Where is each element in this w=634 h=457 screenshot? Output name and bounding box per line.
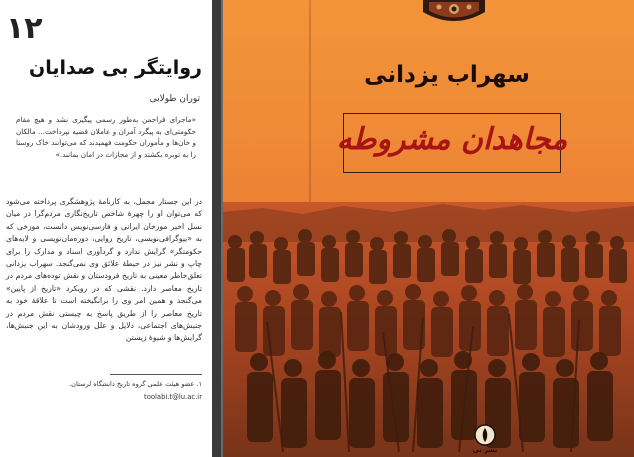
article-author: توران طولابی — [149, 94, 200, 104]
opening-quote: «ماجرای قراجمن به‌طور رسمی پیگیری نشد و هیچ مقام حکومتی‌ای به پیگرد آمران و عاملان قضیه نپرداخت... مالکان و خان‌ها و مأموران حکومت فهمیدند که می‌توانند خاک روستا را به توبره بکشند و از مجازات در امان بمانند.» — [16, 115, 196, 159]
cover-title: مجاهدان مشروطه — [336, 122, 568, 157]
article-body: در این جستار مجمل، به کارنامهٔ پژوهشگری پرداخته می‌شود که می‌توان او را چهرهٔ شاخص تاریخ‌نگاری مردم‌گرا در میان نسل اخیر مورخان ایرانی و فارسی‌نویس دانست، مورخی که به «بیوگرافی‌نویسی، تاریخ روایی، دوره‌مان‌نویسی و لایه‌های حکومتگر» گرایش ندارد و گردآوری اسناد و مدارک را برای چاپ و نشر نیز در حیطهٔ علائق وی نمی‌گنجد. سهراب یزدانی تعلق‌خاطر معینی به تاریخ فرودستان و نقش توده‌های مردم در تاریخ معاصر دارد. نقشی که در رویکرد «تاریخ از پایین» می‌گنجد و همین امر وی را برانگیخته است تا علاقهٔ خود به تاریخ معاصر را از طریق پاسخ به چیستی نقش مردم در جنبش‌های اجتماعی، دلایل و علل ورودشان به این جنبش‌ها، گرایش‌ها و شیوهٔ زیستن — [6, 197, 202, 343]
book-cover — [223, 0, 634, 457]
article-title: روایتگر بی صدایان — [29, 57, 202, 79]
footnote-divider — [110, 374, 202, 375]
publisher-logo-icon — [474, 424, 496, 446]
page-number: ۱۲ — [6, 11, 43, 46]
historical-group-photo — [223, 202, 634, 457]
binding-spine — [212, 0, 221, 457]
article-page — [0, 0, 212, 457]
ornament-icon — [423, 0, 485, 28]
footnote: ۱. عضو هیئت علمی گروه تاریخ دانشگاه لرستان. — [69, 380, 202, 388]
author-email: toolabi.t@lu.ac.ir — [144, 393, 202, 401]
publisher-name: نشر نی — [472, 446, 498, 454]
cover-author: سهراب یزدانی — [364, 62, 530, 88]
